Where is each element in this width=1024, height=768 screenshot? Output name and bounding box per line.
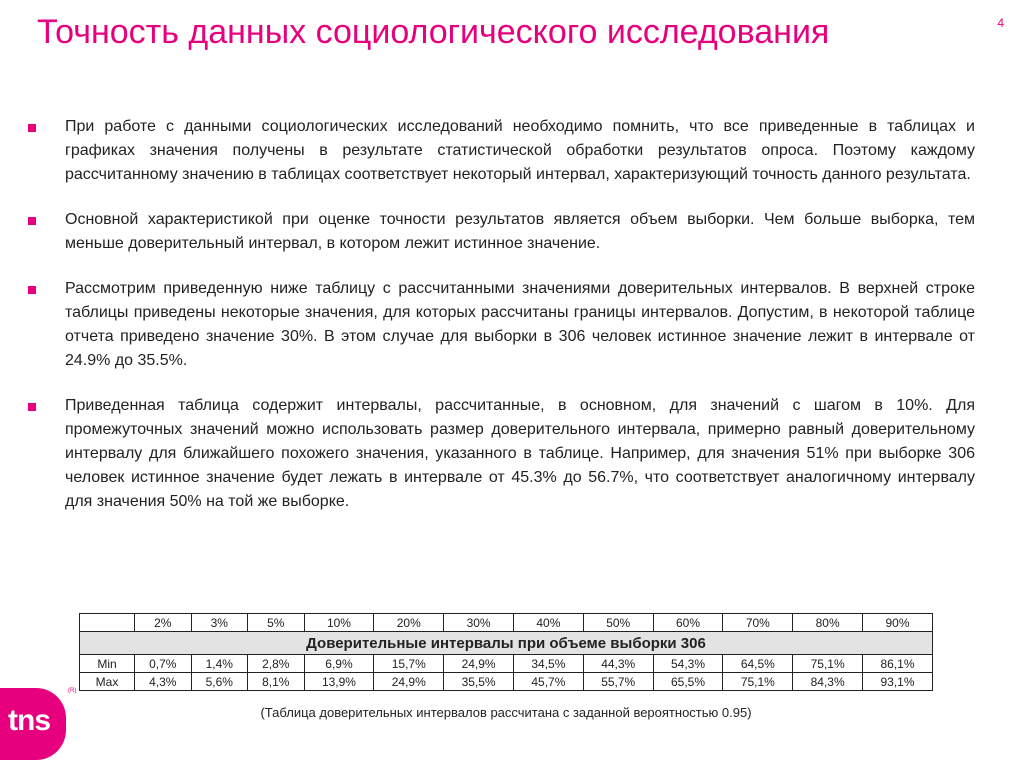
table-cell: 1,4% <box>191 655 248 673</box>
table-caption-row <box>80 632 933 655</box>
table-caption: Доверительные интервалы при объеме выборки 306 <box>80 632 933 655</box>
slide-title: Точность данных социологического исследования <box>37 13 830 51</box>
bullet-item <box>25 277 975 373</box>
bullet-text: Приведенная таблица содержит интервалы, рассчитанные, в основном, для значений с шагом в 10%. Для промежуточных значений можно использовать размер доверительного интервала, примерно равный доверительному интервалу для ближайшего похожего значения, указанного в таблице. Например, для значения 51% при выборке 306 человек истинное значение будет лежать в интервале от 45.3% до 56.7%, что соответствует аналогичному интервалу для значения 50% на той же выборке. <box>65 397 975 510</box>
table-header-cell: 40% <box>513 614 583 632</box>
table-footnote: (Таблица доверительных интервалов рассчитана с заданной вероятностью 0.95) <box>260 705 752 720</box>
table-cell: 24,9% <box>374 673 444 691</box>
table-header-cell: 3% <box>191 614 248 632</box>
table-header-cell: 2% <box>135 614 192 632</box>
table-header-cell: 80% <box>793 614 863 632</box>
table-cell: 84,3% <box>793 673 863 691</box>
table-cell: 55,7% <box>583 673 653 691</box>
table-header-cell: 20% <box>374 614 444 632</box>
table-cell: 6,9% <box>304 655 374 673</box>
table-cell: 86,1% <box>863 655 933 673</box>
logo-text: tns <box>8 704 50 737</box>
square-bullet-icon <box>28 217 36 225</box>
table-row-max <box>80 673 933 691</box>
square-bullet-icon <box>28 286 36 294</box>
table-header-cell: 70% <box>723 614 793 632</box>
table-cell: 35,5% <box>444 673 514 691</box>
square-bullet-icon <box>28 403 36 411</box>
table-cell: 65,5% <box>653 673 723 691</box>
table-corner-cell <box>80 614 135 632</box>
square-bullet-icon <box>28 124 36 132</box>
table-cell: 24,9% <box>444 655 514 673</box>
table-cell: 2,8% <box>248 655 305 673</box>
table-cell: 0,7% <box>135 655 192 673</box>
table-cell: 75,1% <box>723 673 793 691</box>
table-cell: 44,3% <box>583 655 653 673</box>
table-cell: 34,5% <box>513 655 583 673</box>
table-cell: 75,1% <box>793 655 863 673</box>
table-header-row <box>80 614 933 632</box>
bullet-item <box>25 394 975 514</box>
table-cell: 93,1% <box>863 673 933 691</box>
bullet-item <box>25 115 975 187</box>
table-header-cell: 50% <box>583 614 653 632</box>
page-number: 4 <box>997 16 1004 30</box>
registered-mark: (R) <box>68 688 77 694</box>
bullet-text: Рассмотрим приведенную ниже таблицу с рассчитанными значениями доверительных интервалов. В верхней строке таблицы приведены некоторые значения, для которых рассчитаны границы интервалов. Допустим, в некоторой таблице отчета приведено значение 30%. В этом случае для выборки в 306 человек истинное значение лежит в интервале от 24.9% до 35.5%. <box>65 280 975 369</box>
table-cell: 5,6% <box>191 673 248 691</box>
table-cell: 13,9% <box>304 673 374 691</box>
bullet-text: Основной характеристикой при оценке точности результатов является объем выборки. Чем больше выборка, тем меньше доверительный интервал, в котором лежит истинное значение. <box>65 211 975 252</box>
table-header-cell: 30% <box>444 614 514 632</box>
table-cell: 64,5% <box>723 655 793 673</box>
table-row-label: Max <box>80 673 135 691</box>
table-row-label: Min <box>80 655 135 673</box>
table-header-cell: 90% <box>863 614 933 632</box>
table-cell: 54,3% <box>653 655 723 673</box>
bullet-text: При работе с данными социологических исследований необходимо помнить, что все приведенные в таблицах и графиках значения получены в результате статистической обработки результатов опроса. Поэтому каждому рассчитанному значению в таблицах соответствует некоторый интервал, характеризующий точность данного результата. <box>65 118 975 183</box>
tns-logo <box>0 688 66 760</box>
table-row-min <box>80 655 933 673</box>
bullet-item <box>25 208 975 256</box>
table-cell: 45,7% <box>513 673 583 691</box>
table-header-cell: 60% <box>653 614 723 632</box>
table-header-cell: 10% <box>304 614 374 632</box>
table-cell: 4,3% <box>135 673 192 691</box>
table-cell: 8,1% <box>248 673 305 691</box>
bullet-list <box>25 115 975 535</box>
table-cell: 15,7% <box>374 655 444 673</box>
table-header-cell: 5% <box>248 614 305 632</box>
confidence-interval-table <box>79 613 933 691</box>
